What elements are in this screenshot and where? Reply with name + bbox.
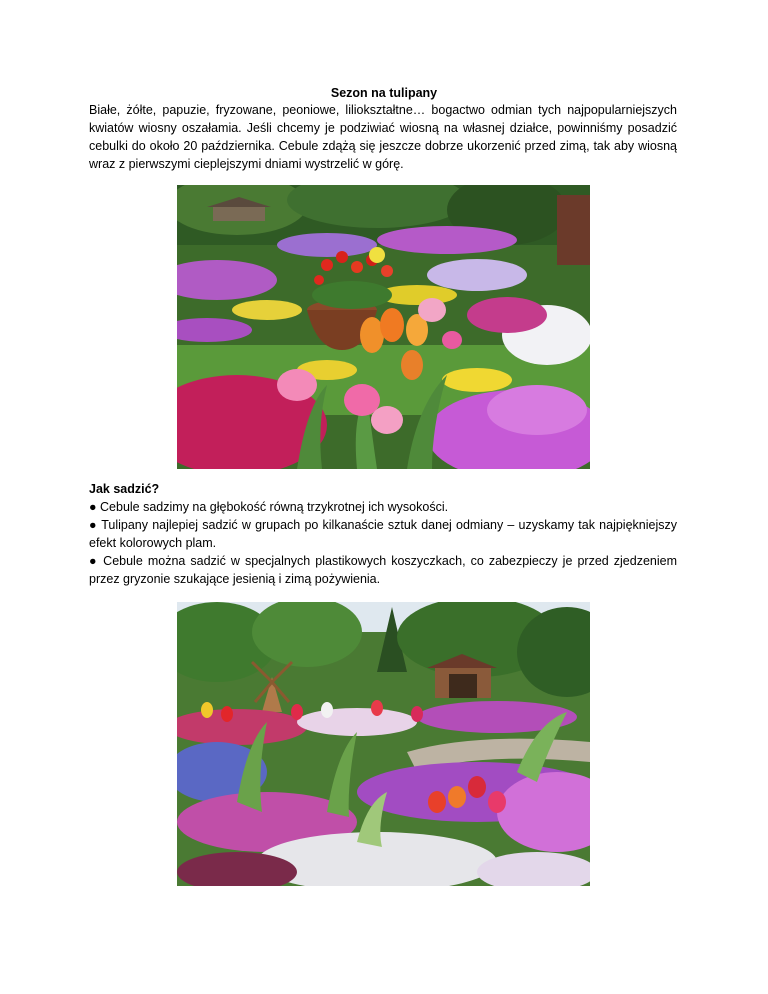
- garden-tulips-photo: [177, 185, 590, 469]
- planting-tips-list: [89, 498, 677, 588]
- page-title: Sezon na tulipany: [330, 86, 438, 100]
- list-item: ● Tulipany najlepiej sadzić w grupach po kilkanaście sztuk danej odmiany – uzyskamy tak najpiękniejszy efekt kolorowych plam.: [89, 518, 677, 550]
- list-item: ● Cebule sadzimy na głębokość równą trzykrotnej ich wysokości.: [89, 500, 449, 514]
- section-heading: Jak sadzić?: [89, 482, 160, 496]
- intro-paragraph: Białe, żółte, papuzie, fryzowane, peoniowe, liliokształtne… bogactwo odmian tych najpopularniejszych kwiatów wiosny oszałamia. Jeśli chcemy je podziwiać wiosną na własnej działce, powinniśmy posadzić cebulki do około 20 października. Cebule zdążą się jeszcze dobrze ukorzenić przed zimą, tak aby wiosną wraz z pierwszymi cieplejszymi dniami wystrzelić w górę.: [89, 103, 677, 171]
- garden-windmill-photo: [177, 602, 590, 886]
- list-item: ● Cebule można sadzić w specjalnych plastikowych koszyczkach, co zabezpieczy je przed zjedzeniem przez gryzonie szukające jesienią i zimą pożywienia.: [89, 554, 677, 586]
